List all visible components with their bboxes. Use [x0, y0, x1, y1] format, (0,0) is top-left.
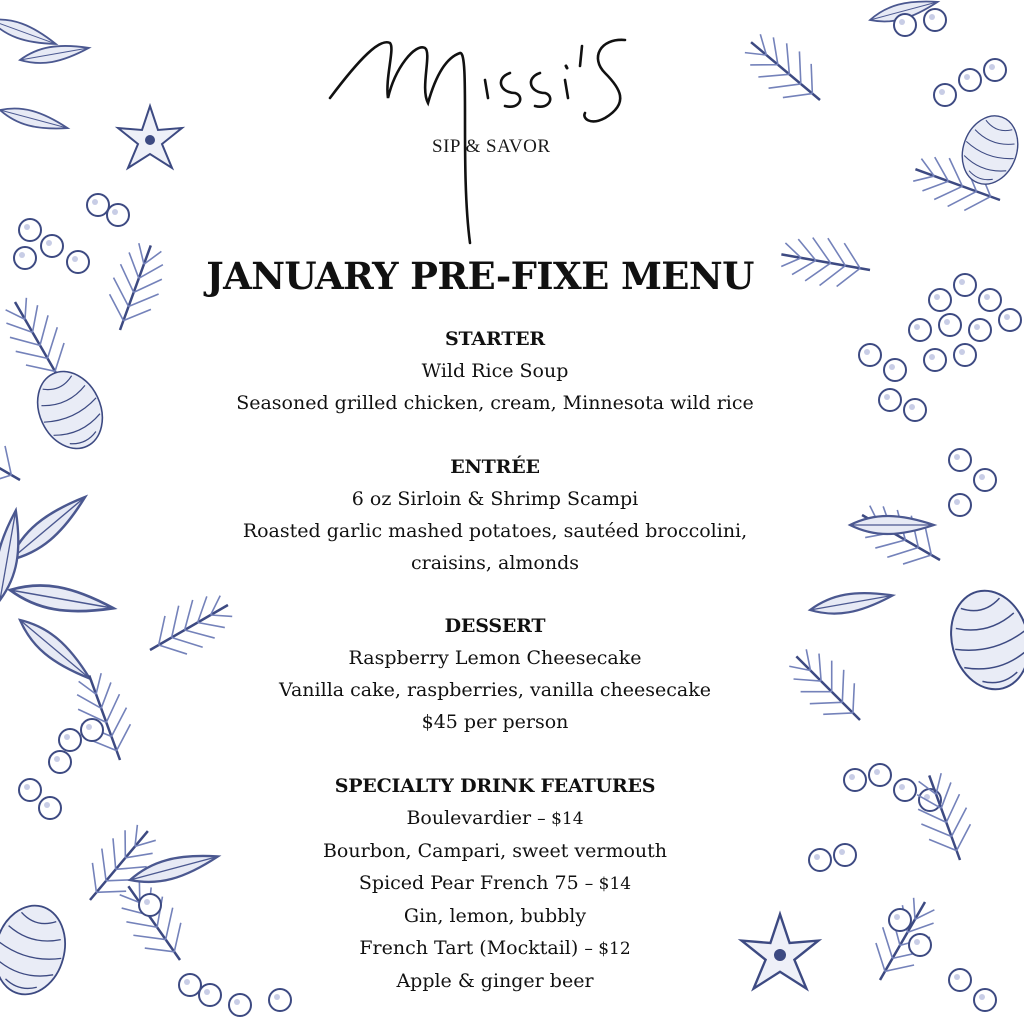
dessert-heading: DESSERT: [444, 615, 546, 637]
entree-item: 6 oz Sirloin & Shrimp Scampi: [351, 488, 639, 510]
drink-description: Bourbon, Campari, sweet vermouth: [322, 840, 668, 862]
menu-title: JANUARY PRE-FIXE MENU: [206, 254, 754, 298]
drinks-heading: SPECIALTY DRINK FEATURES: [334, 775, 656, 797]
dessert-item: Raspberry Lemon Cheesecake: [348, 647, 642, 669]
drink-description: Apple & ginger beer: [396, 970, 594, 992]
drink-name: Spiced Pear French 75: [358, 872, 579, 894]
starter-description: Seasoned grilled chicken, cream, Minnesota wild rice: [236, 392, 754, 414]
drink-price: – $12: [584, 939, 631, 959]
entree-heading: ENTRÉE: [450, 456, 540, 478]
drink-item: [190, 867, 800, 900]
drink-item: [190, 802, 800, 835]
starter-heading: STARTER: [444, 328, 546, 350]
drink-name: French Tart (Mocktail): [359, 937, 579, 959]
dessert-description: Vanilla cake, raspberries, vanilla cheesecake: [279, 679, 711, 701]
drink-price: – $14: [584, 874, 632, 894]
drink-item: [190, 932, 800, 965]
entree-description-line1: Roasted garlic mashed potatoes, sautéed broccolini,: [242, 520, 748, 542]
starter-item: Wild Rice Soup: [421, 360, 569, 382]
drinks-section: [190, 770, 800, 997]
brand-tagline: SIP & SAVOR: [432, 136, 551, 157]
entree-section: [190, 451, 800, 579]
drink-name: Boulevardier: [406, 807, 532, 829]
entree-description-line2: craisins, almonds: [410, 552, 580, 574]
prefixe-price: $45 per person: [421, 711, 569, 733]
dessert-section: [190, 610, 800, 738]
drink-price: – $14: [537, 809, 584, 829]
starter-section: [190, 323, 800, 419]
drink-description: Gin, lemon, bubbly: [403, 905, 587, 927]
